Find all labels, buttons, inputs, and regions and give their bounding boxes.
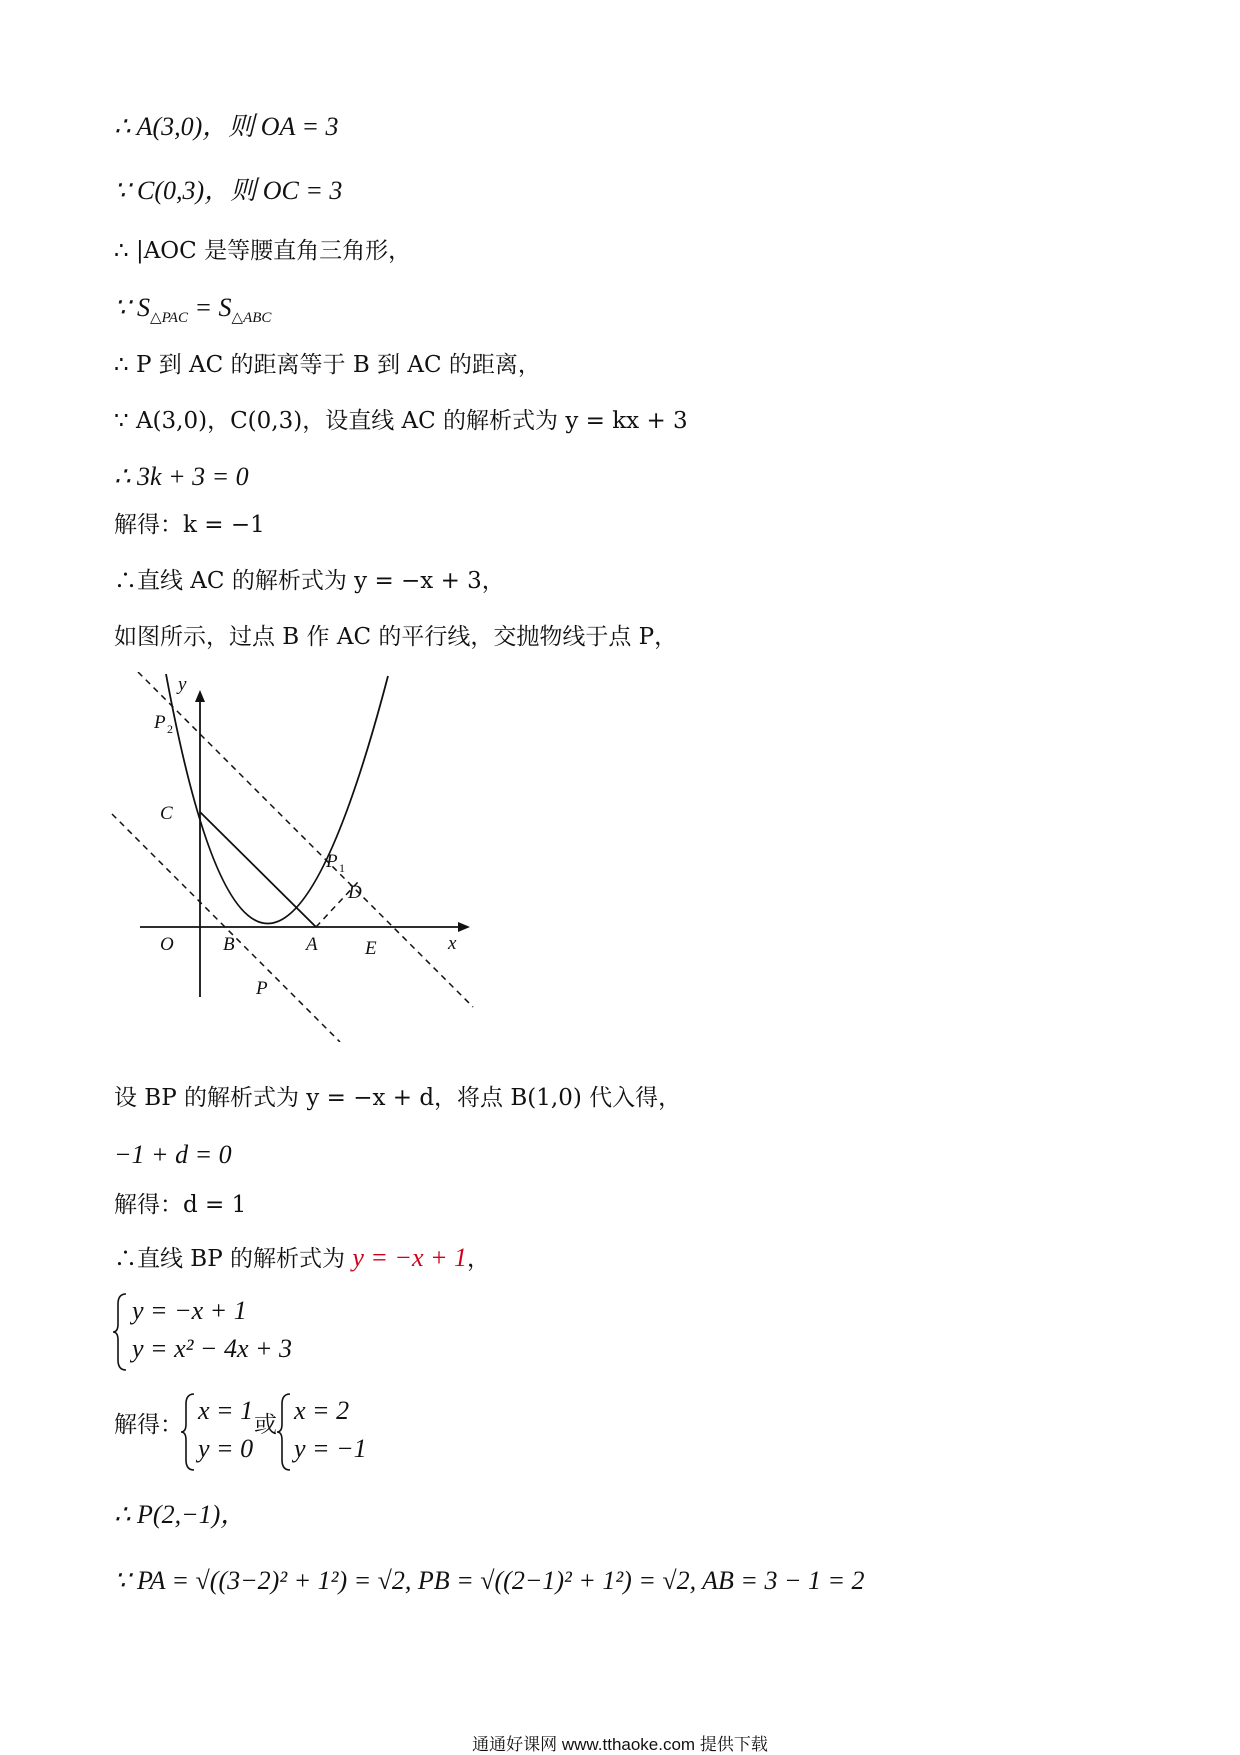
label-x: x: [448, 933, 457, 954]
label-d: D: [348, 882, 362, 903]
line-bp-result: ∴直线 BP 的解析式为 y = −x + 1，: [114, 1243, 491, 1272]
line-distance: ∴ P 到 AC 的距离等于 B 到 AC 的距离，: [114, 352, 541, 378]
y-axis-arrow: [195, 690, 205, 702]
line-area-equal: ∵ $S_{\triangle PAC} = S_{\triangle ABC}$: [114, 293, 272, 326]
line-solve-d: 解得：d = 1: [114, 1192, 247, 1218]
system-eq2: y = x² − 4x + 3: [132, 1334, 293, 1363]
label-p2: P: [154, 712, 166, 733]
label-a: A: [306, 934, 318, 955]
system-brace: [112, 1292, 128, 1372]
label-p1: P: [326, 851, 338, 872]
system-eq1: y = −x + 1: [132, 1296, 247, 1325]
solution1-x: x = 1: [198, 1396, 254, 1425]
line-ac-result: ∴直线 AC 的解析式为 y = −x + 3，: [114, 568, 505, 594]
line-figure-intro: 如图所示，过点 B 作 AC 的平行线，交抛物线于点 P，: [114, 624, 678, 650]
footer: 通通好课网 www.tthaoke.com 提供下载: [472, 1735, 768, 1754]
line-point-p: ∴ P(2,−1)，: [114, 1500, 247, 1529]
label-p: P: [256, 978, 268, 999]
parabola-figure: [108, 672, 488, 1042]
line-lengths: ∵ PA = √((3−2)² + 1²) = √2, PB = √((2−1)² + 1²) = √2, AB = 3 − 1 = 2: [114, 1566, 865, 1595]
solution-brace-2: [276, 1392, 292, 1472]
line-solve-k: 解得：k = −1: [114, 512, 265, 538]
label-p1-sub: 1: [339, 861, 345, 875]
label-o: O: [160, 934, 174, 955]
label-c: C: [160, 803, 173, 824]
solution-brace-1: [180, 1392, 196, 1472]
line-equation-k: ∴ 3k + 3 = 0: [114, 462, 249, 491]
label-y: y: [178, 674, 187, 695]
solution2-y: y = −1: [294, 1434, 367, 1463]
line-oa: ∴ A(3,0)，则 OA = 3: [114, 112, 339, 141]
line-solution-label: 解得：: [114, 1412, 183, 1438]
line-set-ac: ∵ A(3,0)，C(0,3)，设直线 AC 的解析式为 y = kx + 3: [114, 408, 688, 434]
line-isosceles: ∴ |AOC 是等腰直角三角形，: [114, 238, 412, 264]
label-b: B: [223, 934, 235, 955]
solution2-x: x = 2: [294, 1396, 350, 1425]
line-equation-d: −1 + d = 0: [114, 1140, 232, 1169]
label-p2-sub: 2: [167, 722, 173, 736]
line-oc: ∵ C(0,3)，则 OC = 3: [114, 176, 343, 205]
dashed-line-lower: [112, 814, 340, 1042]
label-e: E: [365, 938, 377, 959]
solution-or: 或: [254, 1412, 277, 1438]
x-axis-arrow: [458, 922, 470, 932]
dashed-line-upper: [138, 672, 473, 1007]
solution1-y: y = 0: [198, 1434, 254, 1463]
line-set-bp: 设 BP 的解析式为 y = −x + d，将点 B(1,0) 代入得，: [114, 1085, 682, 1111]
